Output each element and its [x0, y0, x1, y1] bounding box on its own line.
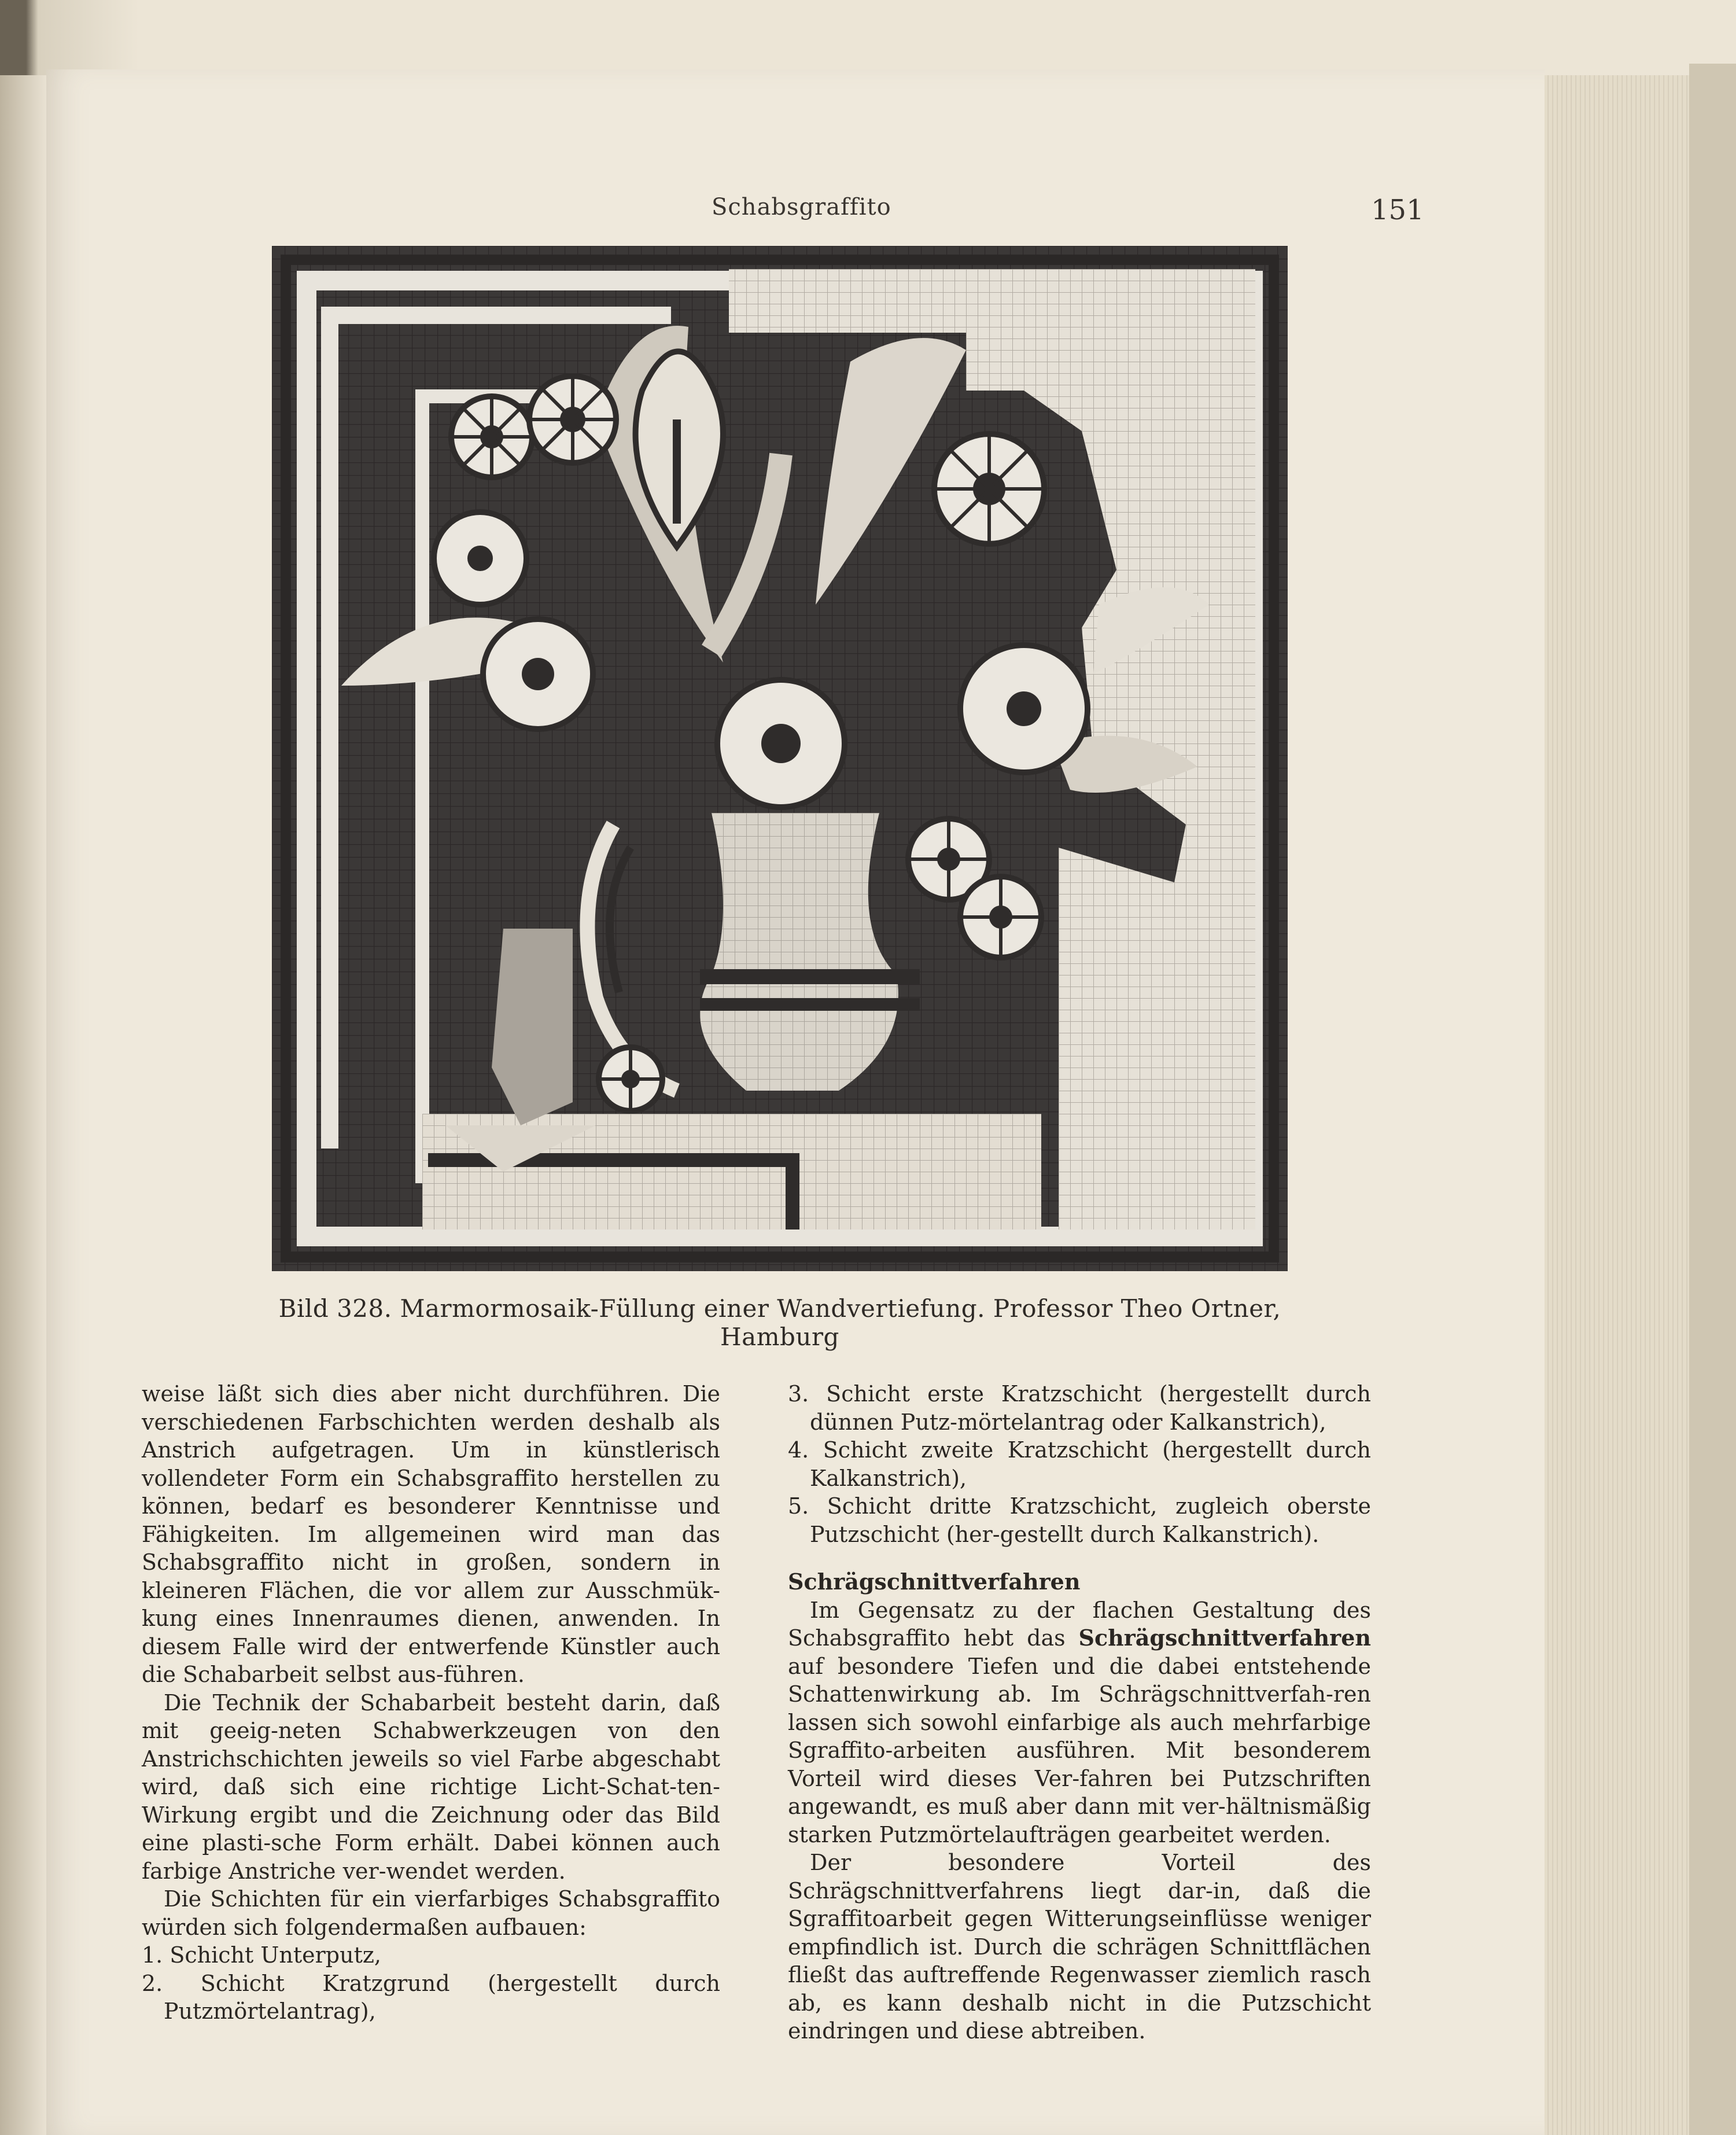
list-item: 3. Schicht erste Kratzschicht (hergestellt durch dünnen Putz-mörtelantrag oder Kalkanstrich), [788, 1381, 1371, 1435]
mosaic-image [272, 246, 1288, 1271]
figure-caption: Bild 328. Marmormosaik-Füllung einer Wandvertiefung. Professor Theo Ortner, Hamburg [278, 1294, 1281, 1351]
bold-term: Schrägschnittverfahren [1078, 1625, 1371, 1651]
book-cover-edge [1689, 64, 1736, 2135]
section-heading: Schrägschnittverfahren [788, 1569, 1081, 1595]
paragraph: weise läßt sich dies aber nicht durchführen. Die verschiedenen Farbschichten werden deshalb als Anstrich aufgetragen. Um in künstlerisch vollendeter Form ein Schabsgraffito herstellen zu können, bedarf es besonderer Kenntnisse und Fähigkeiten. Im allgemeinen wird man das Schabsgraffito nicht in großen, sondern in kleineren Flächen, die vor allem zur Ausschmük-kung eines Innenraumes dienen, anwenden. In diesem Falle wird der entwerfende Künstler auch die Schabarbeit selbst aus-führen. [142, 1381, 720, 1687]
right-text-column [788, 1380, 1371, 2045]
paragraph: Die Schichten für ein vierfarbiges Schabsgraffito würden sich folgendermaßen aufbauen: [142, 1886, 720, 1940]
paragraph [788, 1596, 1371, 1849]
paragraph: Der besondere Vorteil des Schrägschnittverfahrens liegt dar-in, daß die Sgraffitoarbeit gegen Witterungseinflüsse weniger empfindlich ist. Durch die schrägen Schnittflächen fließt das auftreffende Regenwasser ziemlich rasch ab, es kann deshalb nicht in die Putzschicht eindringen und diese abtreiben. [788, 1850, 1371, 2044]
list-item: 5. Schicht dritte Kratzschicht, zugleich oberste Putzschicht (her-gestellt durch Kalkanstrich). [788, 1493, 1371, 1547]
mosaic-figure [272, 246, 1288, 1271]
list-item: 1. Schicht Unterputz, [142, 1942, 381, 1968]
running-title: Schabsgraffito [712, 194, 891, 220]
page-number: 151 [1371, 194, 1424, 226]
paragraph: Die Technik der Schabarbeit besteht darin, daß mit geeig-neten Schabwerkzeugen von den Anstrichschichten jeweils so viel Farbe abgeschabt wird, daß sich eine richtige Licht-Schat-ten-Wirkung ergibt und die Zeichnung oder das Bild eine plasti-sche Form erhält. Dabei können auch farbige Anstriche ver-wendet werden. [142, 1689, 720, 1884]
page-stack-edge [1545, 75, 1689, 2135]
paragraph-text: Im Gegensatz zu der flachen Gestaltung des Schabsgraffito hebt das [788, 1597, 1371, 1651]
left-text-column [142, 1380, 720, 2026]
paragraph-text: auf besondere Tiefen und die dabei entstehende Schattenwirkung ab. Im Schrägschnittverfah-ren lassen sich sowohl einfarbige als auch mehrfarbige Sgraffito-arbeiten ausführen. Mit besonderem Vorteil wird dieses Ver-fahren bei Putzschriften angewandt, es muß aber dann mit ver-hältnismäßig starken Putzmörtelaufträgen gearbeitet werden. [788, 1653, 1371, 1847]
list-item: 2. Schicht Kratzgrund (hergestellt durch Putzmörtelantrag), [142, 1970, 720, 2024]
list-item: 4. Schicht zweite Kratzschicht (hergestellt durch Kalkanstrich), [788, 1437, 1371, 1491]
left-page-edge [0, 75, 46, 2135]
